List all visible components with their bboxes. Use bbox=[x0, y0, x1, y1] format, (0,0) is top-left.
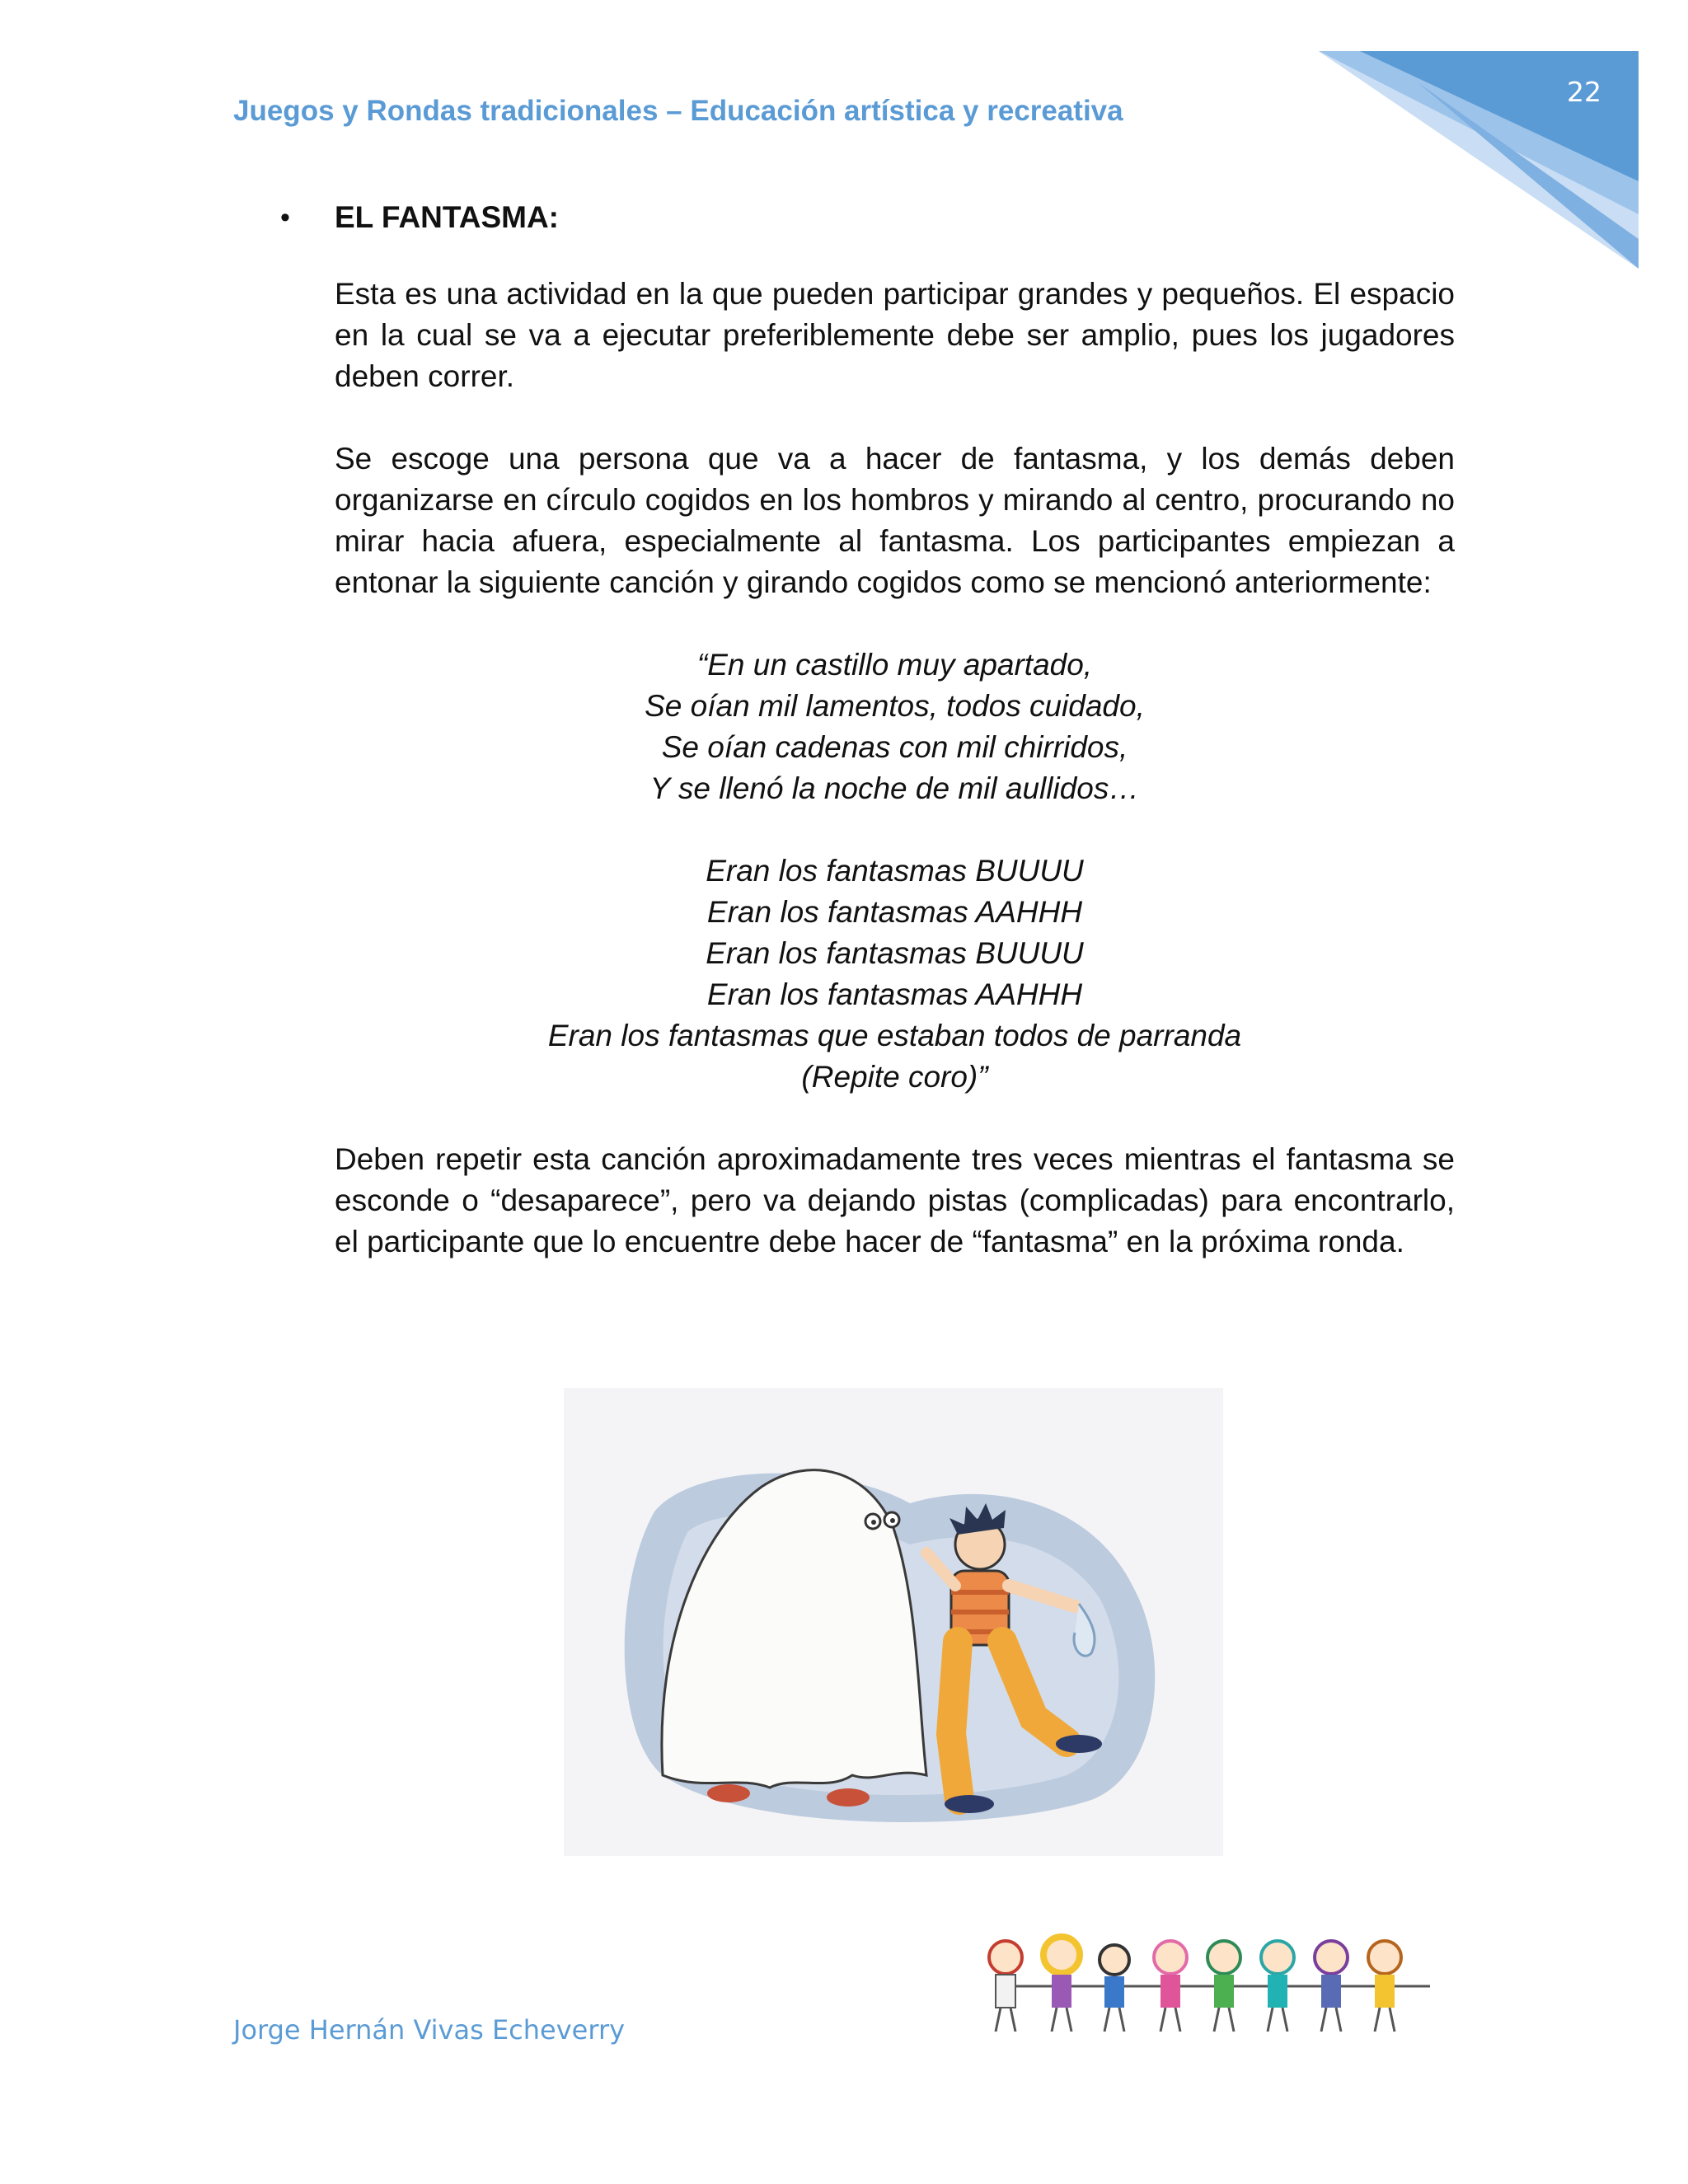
section-heading: EL FANTASMA: bbox=[335, 200, 560, 234]
chorus-line: Eran los fantasmas AAHHH bbox=[706, 895, 1083, 929]
ghost-illustration bbox=[564, 1388, 1223, 1856]
chorus-line: Eran los fantasmas BUUUU bbox=[706, 854, 1084, 888]
stanza-gap bbox=[335, 809, 1455, 851]
fantasma-section bbox=[280, 196, 1455, 1263]
chorus-line: (Repite coro)” bbox=[801, 1060, 988, 1094]
bullet-icon: • bbox=[280, 202, 290, 233]
song-line: Se oían mil lamentos, todos cuidado, bbox=[645, 689, 1145, 723]
paragraph-repeat: Deben repetir esta canción aproximadamente tres veces mientras el fantasma se esconde o “desaparece”, pero va dejando pistas (complicadas) para encontrarlo, el participante que lo encuentre debe hacer de “fantasma” en la próxima ronda. bbox=[335, 1142, 1455, 1258]
paragraph-instructions: Se escoge una persona que va a hacer de fantasma, y los demás deben organizarse en círculo cogidos en los hombros y mirando al centro, procurando no mirar hacia afuera, especialmente al fantasma. Los participantes empiezan a entonar la siguiente canción y girando cogidos como se mencionó anteriormente: bbox=[335, 442, 1455, 599]
footer-author: Jorge Hernán Vivas Echeverry bbox=[233, 2014, 626, 2046]
chorus-line: Eran los fantasmas que estaban todos de parranda bbox=[547, 1019, 1242, 1052]
chorus-line: Eran los fantasmas AAHHH bbox=[706, 977, 1083, 1011]
section-heading-row bbox=[280, 196, 1455, 239]
paragraph-intro: Esta es una actividad en la que pueden participar grandes y pequeños. El espacio en la cual se va a ejecutar preferiblemente debe ser amplio, pues los jugadores deben correr. bbox=[335, 277, 1455, 393]
children-holding-hands-decoration bbox=[973, 1929, 1451, 2052]
document-header-title: Juegos y Rondas tradicionales – Educación artística y recreativa bbox=[233, 95, 1123, 127]
song-line: “En un castillo muy apartado, bbox=[696, 648, 1093, 682]
song-line: Y se llenó la noche de mil aullidos… bbox=[649, 771, 1140, 805]
song-line: Se oían cadenas con mil chirridos, bbox=[661, 730, 1128, 764]
child-figure-2 bbox=[1043, 1937, 1080, 2032]
song-lyrics bbox=[335, 644, 1455, 1098]
page-number: 22 bbox=[1567, 76, 1601, 108]
child-figure-3 bbox=[1100, 1945, 1129, 2032]
chorus-line: Eran los fantasmas BUUUU bbox=[706, 936, 1084, 970]
